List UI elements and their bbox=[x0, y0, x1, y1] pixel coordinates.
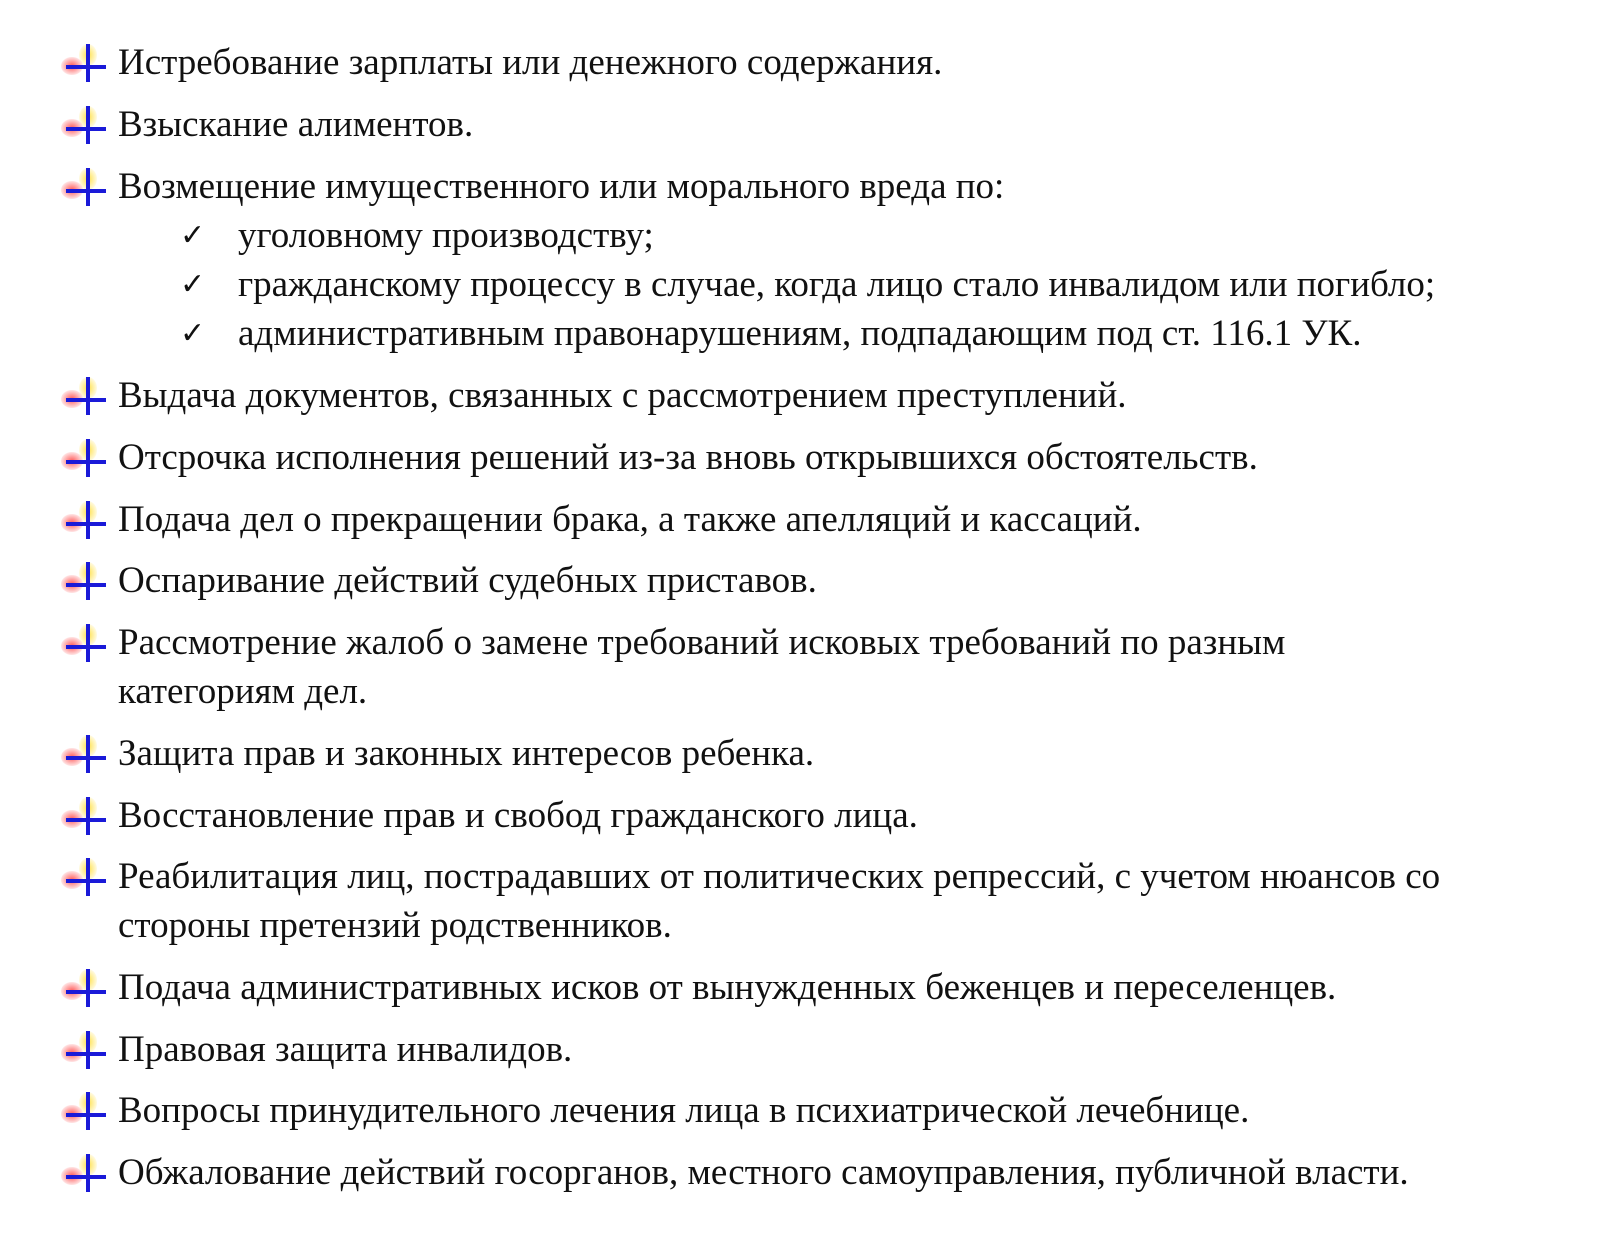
colored-cross-bullet-icon bbox=[58, 433, 108, 483]
list-item-text: Истребование зарплаты или денежного содержания. bbox=[118, 42, 943, 83]
colored-cross-bullet-icon bbox=[58, 1086, 108, 1136]
checkmark-icon: ✓ bbox=[180, 218, 206, 253]
list-item-text: Подача дел о прекращении брака, а также апелляций и кассаций. bbox=[118, 499, 1142, 540]
colored-cross-bullet-icon bbox=[58, 100, 108, 150]
colored-cross-bullet-icon bbox=[58, 1025, 108, 1075]
colored-cross-bullet-icon bbox=[58, 729, 108, 779]
list-item-text: Вопросы принудительного лечения лица в психиатрической лечебнице. bbox=[118, 1090, 1250, 1131]
sub-list-item-text: уголовному производству; bbox=[238, 215, 654, 256]
colored-cross-bullet-icon bbox=[58, 371, 108, 421]
list-item-text: Правовая защита инвалидов. bbox=[118, 1029, 573, 1070]
sub-list-item-text: административным правонарушениям, подпадающим под ст. 116.1 УК. bbox=[238, 313, 1362, 354]
list-item-text: Рассмотрение жалоб о замене требований исковых требований по разным bbox=[118, 622, 1286, 663]
colored-cross-bullet-icon bbox=[58, 618, 108, 668]
list-item-text: Восстановление прав и свобод гражданского лица. bbox=[118, 795, 918, 836]
list-item-text: Отсрочка исполнения решений из-за вновь открывшихся обстоятельств. bbox=[118, 437, 1258, 478]
list-item-text: Взыскание алиментов. bbox=[118, 104, 474, 145]
colored-cross-bullet-icon bbox=[58, 1148, 108, 1198]
colored-cross-bullet-icon bbox=[58, 556, 108, 606]
list-item-text: Защита прав и законных интересов ребенка. bbox=[118, 733, 815, 774]
colored-cross-bullet-icon bbox=[58, 495, 108, 545]
colored-cross-bullet-icon bbox=[58, 162, 108, 212]
list-item-text: Возмещение имущественного или морального вреда по: bbox=[118, 166, 1005, 207]
list-item-text: категориям дел. bbox=[118, 671, 368, 712]
colored-cross-bullet-icon bbox=[58, 852, 108, 902]
list-item-text: Реабилитация лиц, пострадавших от политических репрессий, с учетом нюансов со bbox=[118, 856, 1441, 897]
checkmark-icon: ✓ bbox=[180, 267, 206, 302]
colored-cross-bullet-icon bbox=[58, 791, 108, 841]
checkmark-icon: ✓ bbox=[180, 316, 206, 351]
colored-cross-bullet-icon bbox=[58, 963, 108, 1013]
sub-list-item-text: гражданскому процессу в случае, когда лицо стало инвалидом или погибло; bbox=[238, 264, 1436, 305]
list-item-text: Выдача документов, связанных с рассмотрением преступлений. bbox=[118, 375, 1127, 416]
list-item-text: Обжалование действий госорганов, местного самоуправления, публичной власти. bbox=[118, 1152, 1409, 1193]
list-item-text: Оспаривание действий судебных приставов. bbox=[118, 560, 817, 601]
list-item-text: стороны претензий родственников. bbox=[118, 905, 672, 946]
colored-cross-bullet-icon bbox=[58, 38, 108, 88]
list-item-text: Подача административных исков от вынужденных беженцев и переселенцев. bbox=[118, 967, 1337, 1008]
